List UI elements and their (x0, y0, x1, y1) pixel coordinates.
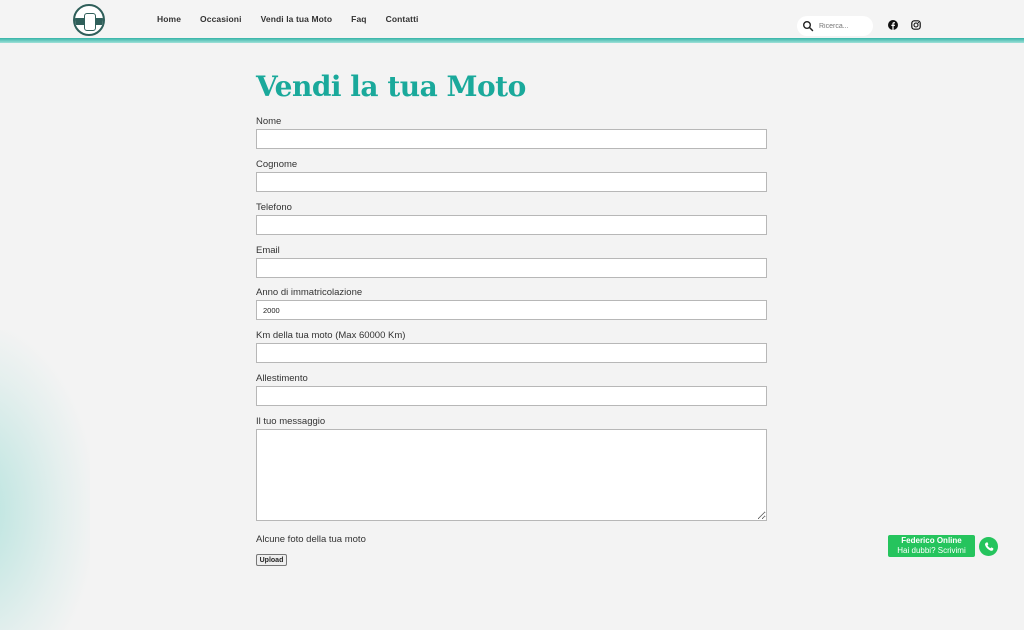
email-field[interactable] (256, 258, 767, 278)
instagram-icon[interactable] (911, 20, 921, 30)
search-icon[interactable] (802, 20, 814, 32)
cognome-field[interactable] (256, 172, 767, 192)
nav-contatti[interactable]: Contatti (385, 14, 419, 24)
nav-home[interactable]: Home (157, 14, 182, 24)
allestimento-field[interactable] (256, 386, 767, 406)
nome-field[interactable] (256, 129, 767, 149)
label-anno-immatricolazione: Anno di immatricolazione (256, 287, 363, 298)
header-accent-line (0, 38, 1024, 43)
label-allestimento: Allestimento (256, 373, 308, 384)
messaggio-textarea[interactable] (256, 429, 767, 521)
motorcycle-badge-logo[interactable] (73, 4, 105, 36)
facebook-icon[interactable] (888, 20, 898, 30)
search-input[interactable] (817, 22, 873, 31)
telefono-field[interactable] (256, 215, 767, 235)
site-header (0, 0, 1024, 38)
whatsapp-chat-button[interactable] (979, 537, 998, 556)
label-foto: Alcune foto della tua moto (256, 534, 366, 545)
chat-prompt-text: Hai dubbi? Scrivimi (897, 546, 966, 555)
whatsapp-chat-bubble[interactable] (888, 535, 975, 557)
nav-faq[interactable]: Faq (351, 14, 367, 24)
label-cognome: Cognome (256, 159, 298, 170)
nav-occasioni[interactable]: Occasioni (200, 14, 242, 24)
label-email: Email (256, 245, 280, 256)
page-title: Vendi la tua Moto (256, 70, 526, 103)
label-km: Km della tua moto (Max 60000 Km) (256, 330, 406, 341)
label-telefono: Telefono (256, 202, 292, 213)
whatsapp-phone-icon (983, 541, 995, 553)
search-box (797, 16, 873, 36)
label-messaggio: Il tuo messaggio (256, 416, 326, 427)
km-field[interactable] (256, 343, 767, 363)
nav-vendi-la-tua-moto[interactable]: Vendi la tua Moto (260, 14, 333, 24)
chat-agent-name: Federico Online (901, 536, 962, 545)
main-nav (157, 14, 437, 24)
decorative-glow (0, 330, 90, 630)
upload-button[interactable]: Upload (256, 554, 287, 566)
label-nome: Nome (256, 116, 282, 127)
anno-immatricolazione-field[interactable] (256, 300, 767, 320)
